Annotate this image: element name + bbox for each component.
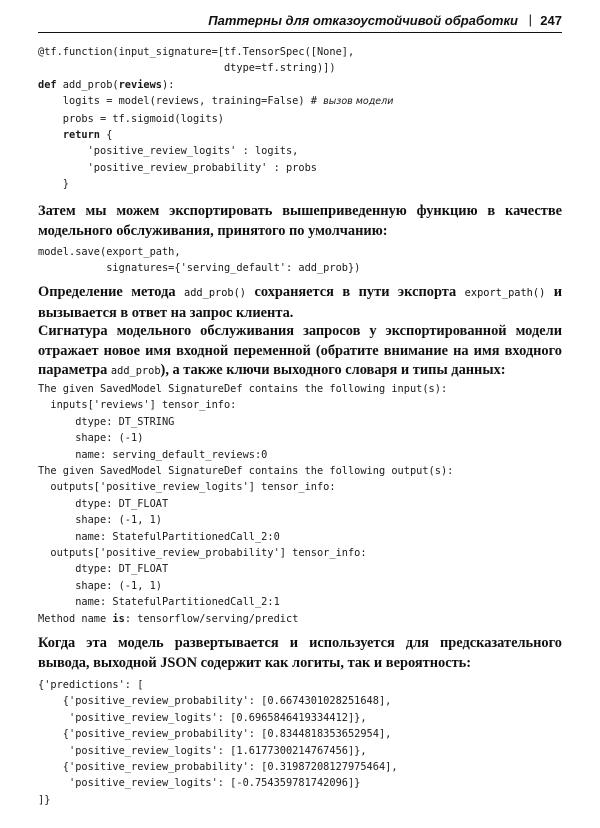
code-line: 'positive_review_probability' : probs (38, 161, 317, 174)
chapter-title: Паттерны для отказоустойчивой обработки (208, 13, 518, 28)
code-line: {'positive_review_probability': [0.31987208127975464], (38, 761, 398, 774)
code-line: shape: (-1, 1) (38, 514, 162, 527)
code-line: 'positive_review_logits': [-0.754359781742096]} (38, 777, 361, 790)
code-block-add-prob (38, 44, 393, 193)
code-line: name: serving_default_reviews:0 (38, 448, 268, 461)
code-line: } (38, 178, 69, 191)
code-block-save (38, 244, 360, 277)
code-line: add_prob( (56, 78, 119, 91)
code-line: name: StatefulPartitionedCall_2:1 (38, 596, 280, 609)
code-line: dtype: DT_STRING (38, 415, 175, 428)
paragraph-signature (38, 322, 562, 382)
code-line: {'predictions': [ (38, 679, 144, 691)
code-line: shape: (-1) (38, 432, 144, 445)
code-keyword: is (112, 612, 125, 625)
code-keyword: return (62, 129, 101, 142)
text-run: Сигнатура модельного обслуживания запросов у экспортированной модели отражает новое имя входной переменной (обратите внимание на имя входного параметра (38, 323, 562, 378)
text-run: ), а также ключи выходного словаря и типы данных: (160, 362, 506, 378)
code-line: The given SavedModel SignatureDef contains the following output(s): (38, 465, 454, 478)
code-line: 'positive_review_logits': [0.6965846419334412]}, (38, 711, 367, 724)
code-line: shape: (-1, 1) (38, 579, 162, 592)
code-line: model.save(export_path, (38, 246, 181, 258)
paragraph-export: Затем мы можем экспортировать вышеприведенную функцию в качестве модельного обслуживания, принятого по умолчанию: (38, 203, 562, 239)
code-line: dtype: DT_FLOAT (38, 497, 169, 510)
code-line: @tf.function(input_signature=[tf.TensorSpec([None], (38, 46, 355, 58)
code-line: logits = model(reviews, training=False) # (38, 95, 324, 108)
code-line: signatures={'serving_default': add_prob}) (38, 262, 361, 275)
code-line: outputs['positive_review_probability'] tensor_info: (38, 547, 367, 560)
code-line: dtype: DT_FLOAT (38, 563, 169, 576)
inline-code: export_path() (464, 287, 546, 299)
paragraph-deploy: Когда эта модель развертывается и используется для предсказательного вывода, выходной JSON содержит как логиты, так и вероятность: (38, 635, 562, 671)
code-line: inputs['reviews'] tensor_info: (38, 399, 237, 412)
code-line: {'positive_review_probability': [0.8344818353652954], (38, 728, 392, 741)
page-number: 247 (540, 13, 562, 28)
code-line: dtype=tf.string)]) (38, 62, 336, 75)
text-run: и вызывается в ответ на запрос клиента. (38, 284, 563, 321)
code-block-signature (38, 381, 453, 627)
code-line: name: StatefulPartitionedCall_2:0 (38, 530, 280, 543)
code-line: The given SavedModel SignatureDef contains the following input(s): (38, 383, 448, 395)
code-line: : tensorflow/serving/predict (124, 612, 299, 625)
text-run: Определение метода (38, 284, 185, 300)
code-keyword: reviews (118, 78, 163, 91)
code-line: 'positive_review_logits': [1.6177300214767456]}, (38, 744, 367, 757)
inline-code: add_prob (110, 365, 161, 377)
text-run: сохраняется в пути экспорта (246, 284, 465, 300)
code-line: probs = tf.sigmoid(logits) (38, 112, 224, 125)
code-comment: вызов модели (323, 96, 394, 108)
code-keyword: def (38, 78, 57, 91)
header-separator: | (528, 12, 532, 27)
code-line: 'positive_review_logits' : logits, (38, 145, 299, 158)
code-line: Method name (38, 612, 113, 625)
inline-code: add_prob() (184, 287, 247, 299)
code-line (38, 129, 63, 141)
code-line: ]} (38, 793, 51, 806)
code-line: ): (162, 78, 175, 91)
running-header (38, 10, 562, 33)
code-line: { (100, 129, 113, 142)
paragraph-add-prob (38, 283, 562, 323)
code-line: outputs['positive_review_logits'] tensor_info: (38, 481, 336, 494)
code-line: {'positive_review_probability': [0.6674301028251648], (38, 695, 392, 708)
code-block-predictions (38, 677, 398, 808)
